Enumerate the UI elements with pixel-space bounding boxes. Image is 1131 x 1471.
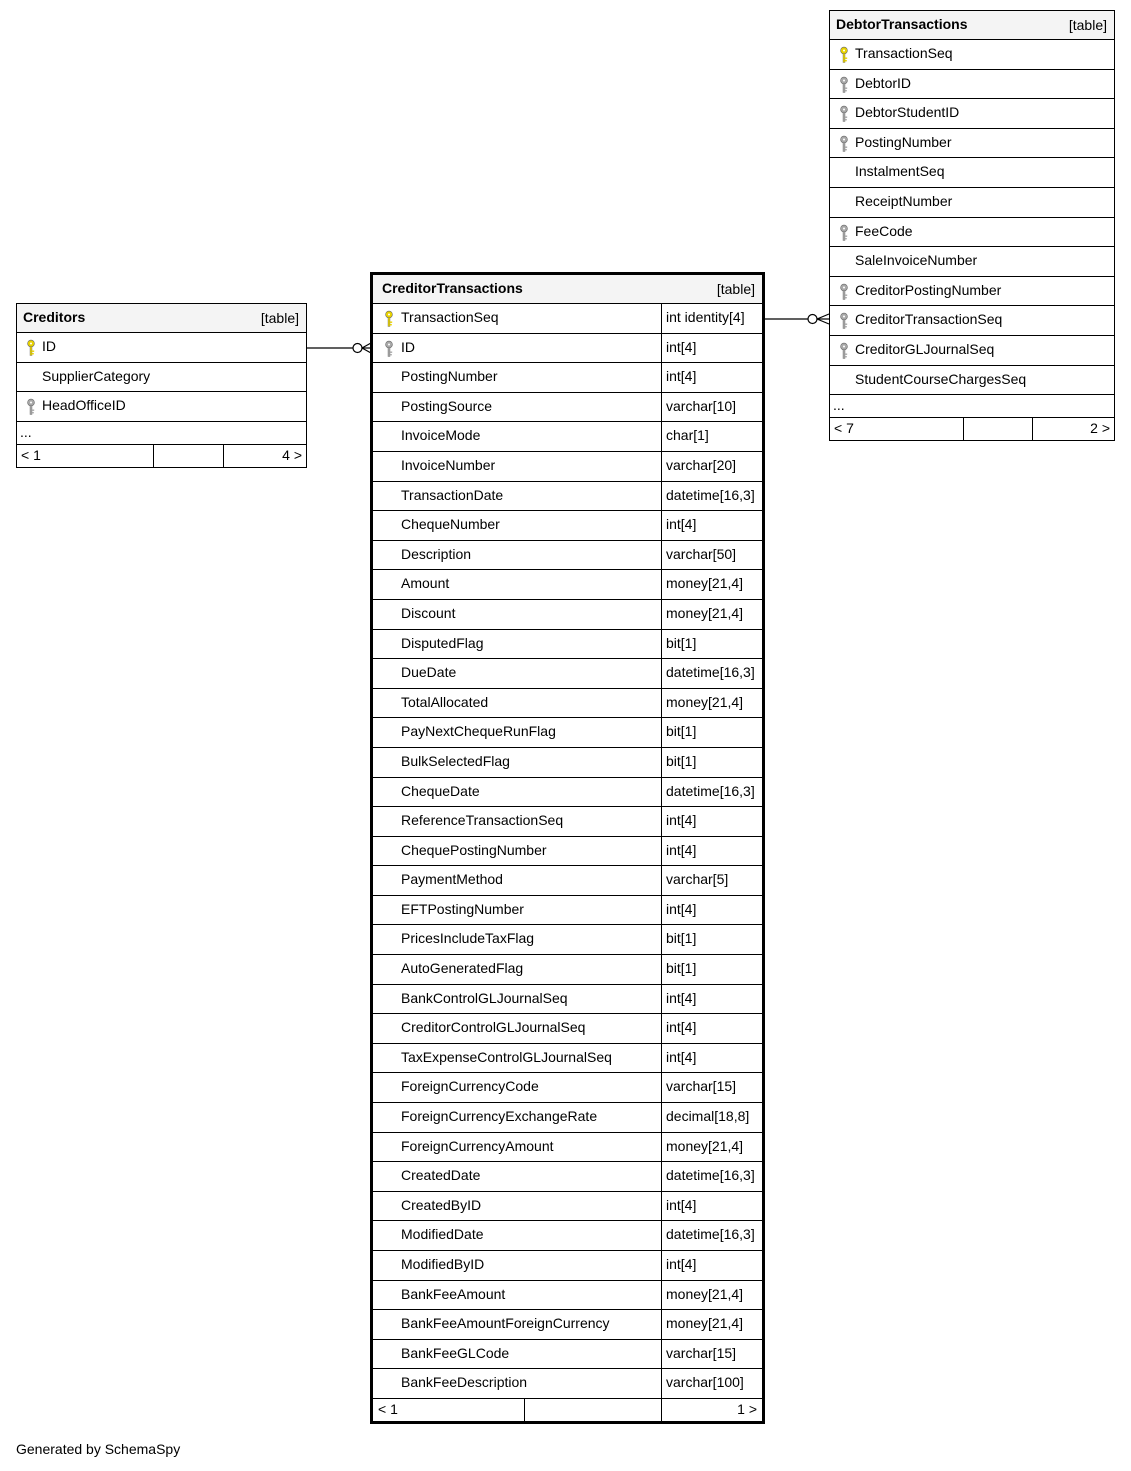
column-name: DebtorStudentID — [855, 104, 960, 121]
column-type: varchar[20] — [666, 456, 737, 473]
column-type: money[21,4] — [666, 1315, 744, 1332]
column-row — [373, 630, 762, 660]
column-name: InvoiceMode — [401, 427, 481, 444]
column-name: SaleInvoiceNumber — [855, 252, 978, 269]
column-name: ID — [401, 338, 415, 355]
column-name: ModifiedByID — [401, 1256, 485, 1272]
column-name: CreatedDate — [401, 1167, 481, 1184]
foreign-key-icon — [838, 135, 850, 153]
column-row — [373, 1281, 762, 1311]
column-row — [830, 336, 1114, 366]
column-type: datetime[16,3] — [666, 782, 755, 799]
more-columns-ellipsis: ... — [830, 395, 1114, 418]
column-row — [373, 1133, 762, 1163]
relationship-creditortransactions-to-debtortransactions — [764, 314, 829, 324]
column-type: int identity[4] — [666, 309, 745, 325]
column-row — [830, 306, 1114, 336]
column-type: bit[1] — [666, 930, 697, 947]
table-header — [373, 275, 762, 304]
column-type: int[4] — [666, 989, 697, 1006]
column-row — [17, 363, 306, 393]
column-row — [373, 304, 762, 334]
column-type: int[4] — [666, 338, 697, 355]
column-row — [373, 1340, 762, 1370]
column-type: datetime[16,3] — [666, 1167, 755, 1184]
column-name: Amount — [401, 575, 450, 592]
column-row — [830, 70, 1114, 100]
column-type: char[1] — [666, 427, 709, 444]
foreign-key-icon — [838, 283, 850, 301]
column-row — [373, 689, 762, 719]
column-name: DebtorID — [855, 74, 912, 91]
column-type: bit[1] — [666, 752, 697, 769]
table-type: [table] — [260, 310, 299, 326]
column-name: TransactionDate — [401, 486, 504, 503]
relationship-creditors-to-creditortransactions — [307, 343, 371, 353]
foreign-key-icon — [383, 340, 395, 358]
column-name: PaymentMethod — [401, 871, 503, 888]
column-type: int[4] — [666, 1196, 697, 1213]
column-name: AutoGeneratedFlag — [401, 960, 524, 977]
footer-right: 4 > — [282, 446, 302, 463]
footer-right: 2 > — [1090, 420, 1110, 437]
table-name: CreditorTransactions — [382, 280, 523, 296]
column-type: int[4] — [666, 368, 697, 385]
column-row — [830, 40, 1114, 70]
column-row — [373, 807, 762, 837]
column-name: BulkSelectedFlag — [401, 752, 510, 769]
column-row — [373, 896, 762, 926]
column-type: varchar[15] — [666, 1078, 737, 1095]
column-name: BankFeeAmountForeignCurrency — [401, 1315, 610, 1332]
column-type: int[4] — [666, 900, 697, 917]
column-name: CreditorGLJournalSeq — [855, 340, 995, 357]
table-type: [table] — [1068, 17, 1107, 33]
column-name: ChequeNumber — [401, 516, 500, 533]
column-row — [373, 452, 762, 482]
column-row — [17, 333, 306, 363]
column-type: datetime[16,3] — [666, 664, 755, 681]
primary-key-icon — [25, 339, 37, 357]
column-name: BankControlGLJournalSeq — [401, 989, 568, 1006]
column-row — [373, 1192, 762, 1222]
column-row — [373, 393, 762, 423]
column-type: money[21,4] — [666, 1285, 744, 1302]
column-row — [373, 1251, 762, 1281]
table-footer — [17, 445, 306, 467]
column-type: varchar[100] — [666, 1374, 744, 1391]
column-name: CreditorPostingNumber — [855, 281, 1002, 298]
column-type: decimal[18,8] — [666, 1108, 750, 1125]
column-row — [830, 188, 1114, 218]
column-name: PricesIncludeTaxFlag — [401, 930, 535, 947]
column-row — [373, 748, 762, 778]
column-name: CreditorControlGLJournalSeq — [401, 1019, 586, 1036]
foreign-key-icon — [838, 105, 850, 123]
column-row — [830, 247, 1114, 277]
table-header — [17, 304, 306, 333]
column-row — [373, 955, 762, 985]
column-name: TransactionSeq — [855, 45, 953, 61]
column-row — [373, 541, 762, 571]
column-row — [373, 985, 762, 1015]
footer-left: < 1 — [21, 446, 41, 463]
column-name: PostingNumber — [401, 368, 498, 385]
column-row — [373, 511, 762, 541]
column-row — [373, 866, 762, 896]
column-type: datetime[16,3] — [666, 1226, 755, 1243]
column-type: bit[1] — [666, 634, 697, 651]
table-name: DebtorTransactions — [836, 16, 968, 32]
column-name: InvoiceNumber — [401, 456, 496, 473]
column-row — [830, 218, 1114, 248]
column-row — [373, 718, 762, 748]
column-name: TotalAllocated — [401, 693, 489, 710]
column-name: BankFeeGLCode — [401, 1344, 510, 1361]
column-row — [830, 129, 1114, 159]
foreign-key-icon — [25, 398, 37, 416]
column-name: ID — [42, 338, 56, 354]
column-name: PostingSource — [401, 397, 493, 414]
column-name: ForeignCurrencyExchangeRate — [401, 1108, 598, 1125]
column-row — [830, 99, 1114, 129]
column-name: Discount — [401, 604, 456, 621]
column-name: DisputedFlag — [401, 634, 484, 651]
column-name: ForeignCurrencyAmount — [401, 1137, 554, 1154]
column-name: ForeignCurrencyCode — [401, 1078, 539, 1095]
footer-left: < 1 — [378, 1400, 398, 1417]
column-name: ReferenceTransactionSeq — [401, 812, 564, 829]
table-header — [830, 11, 1114, 40]
column-type: int[4] — [666, 516, 697, 533]
column-type: int[4] — [666, 1048, 697, 1065]
column-row — [17, 392, 306, 422]
column-type: varchar[5] — [666, 871, 729, 888]
table-debtortransactions — [829, 10, 1115, 441]
column-name: ChequeDate — [401, 782, 480, 799]
column-row — [373, 659, 762, 689]
column-name: CreatedByID — [401, 1196, 482, 1213]
table-creditortransactions — [370, 272, 765, 1424]
column-name: HeadOfficeID — [42, 397, 126, 414]
column-row — [373, 482, 762, 512]
column-row — [373, 925, 762, 955]
foreign-key-icon — [838, 342, 850, 360]
column-type: varchar[50] — [666, 545, 737, 562]
column-type: bit[1] — [666, 723, 697, 740]
column-name: ChequePostingNumber — [401, 841, 547, 858]
primary-key-icon — [838, 46, 850, 64]
column-row — [373, 600, 762, 630]
column-name: TransactionSeq — [401, 309, 499, 325]
table-creditors — [16, 303, 307, 468]
column-name: EFTPostingNumber — [401, 900, 524, 917]
column-row — [830, 158, 1114, 188]
foreign-key-icon — [838, 76, 850, 94]
column-name: StudentCourseChargesSeq — [855, 370, 1027, 387]
footer-left: < 7 — [834, 420, 854, 437]
column-type: int[4] — [666, 1256, 697, 1272]
column-name: BankFeeAmount — [401, 1285, 506, 1302]
column-name: DueDate — [401, 664, 457, 681]
column-name: PayNextChequeRunFlag — [401, 723, 556, 740]
column-type: datetime[16,3] — [666, 486, 755, 503]
column-name: TaxExpenseControlGLJournalSeq — [401, 1048, 612, 1065]
column-row — [830, 277, 1114, 307]
column-type: int[4] — [666, 1019, 697, 1036]
column-row — [373, 1014, 762, 1044]
column-row — [373, 1103, 762, 1133]
foreign-key-icon — [838, 224, 850, 242]
column-row — [373, 778, 762, 808]
column-row — [373, 1310, 762, 1340]
generated-by-footer: Generated by SchemaSpy — [16, 1441, 181, 1457]
table-footer — [830, 418, 1114, 440]
column-name: FeeCode — [855, 222, 913, 239]
primary-key-icon — [383, 310, 395, 328]
column-row — [373, 837, 762, 867]
column-name: ReceiptNumber — [855, 192, 953, 209]
table-type: [table] — [716, 281, 755, 297]
column-name: Description — [401, 545, 472, 562]
column-type: money[21,4] — [666, 1137, 744, 1154]
column-name: BankFeeDescription — [401, 1374, 528, 1391]
column-row — [373, 1162, 762, 1192]
column-type: int[4] — [666, 812, 697, 829]
column-name: ModifiedDate — [401, 1226, 484, 1243]
column-row — [830, 366, 1114, 396]
column-row — [373, 363, 762, 393]
column-row — [373, 1073, 762, 1103]
footer-right: 1 > — [737, 1400, 757, 1417]
column-name: PostingNumber — [855, 133, 952, 150]
column-type: bit[1] — [666, 960, 697, 977]
column-row — [373, 334, 762, 364]
column-type: money[21,4] — [666, 693, 744, 710]
column-type: money[21,4] — [666, 575, 744, 592]
table-name: Creditors — [23, 309, 86, 325]
column-name: SupplierCategory — [42, 367, 151, 384]
column-row — [373, 422, 762, 452]
column-row — [373, 1369, 762, 1399]
column-row — [373, 1221, 762, 1251]
column-type: money[21,4] — [666, 604, 744, 621]
column-type: varchar[15] — [666, 1344, 737, 1361]
column-row — [373, 570, 762, 600]
column-type: varchar[10] — [666, 397, 737, 414]
column-name: CreditorTransactionSeq — [855, 311, 1003, 328]
more-columns-ellipsis: ... — [17, 422, 306, 445]
foreign-key-icon — [838, 312, 850, 330]
table-footer — [373, 1399, 762, 1421]
column-row — [373, 1044, 762, 1074]
column-name: InstalmentSeq — [855, 163, 945, 180]
column-type: int[4] — [666, 841, 697, 858]
